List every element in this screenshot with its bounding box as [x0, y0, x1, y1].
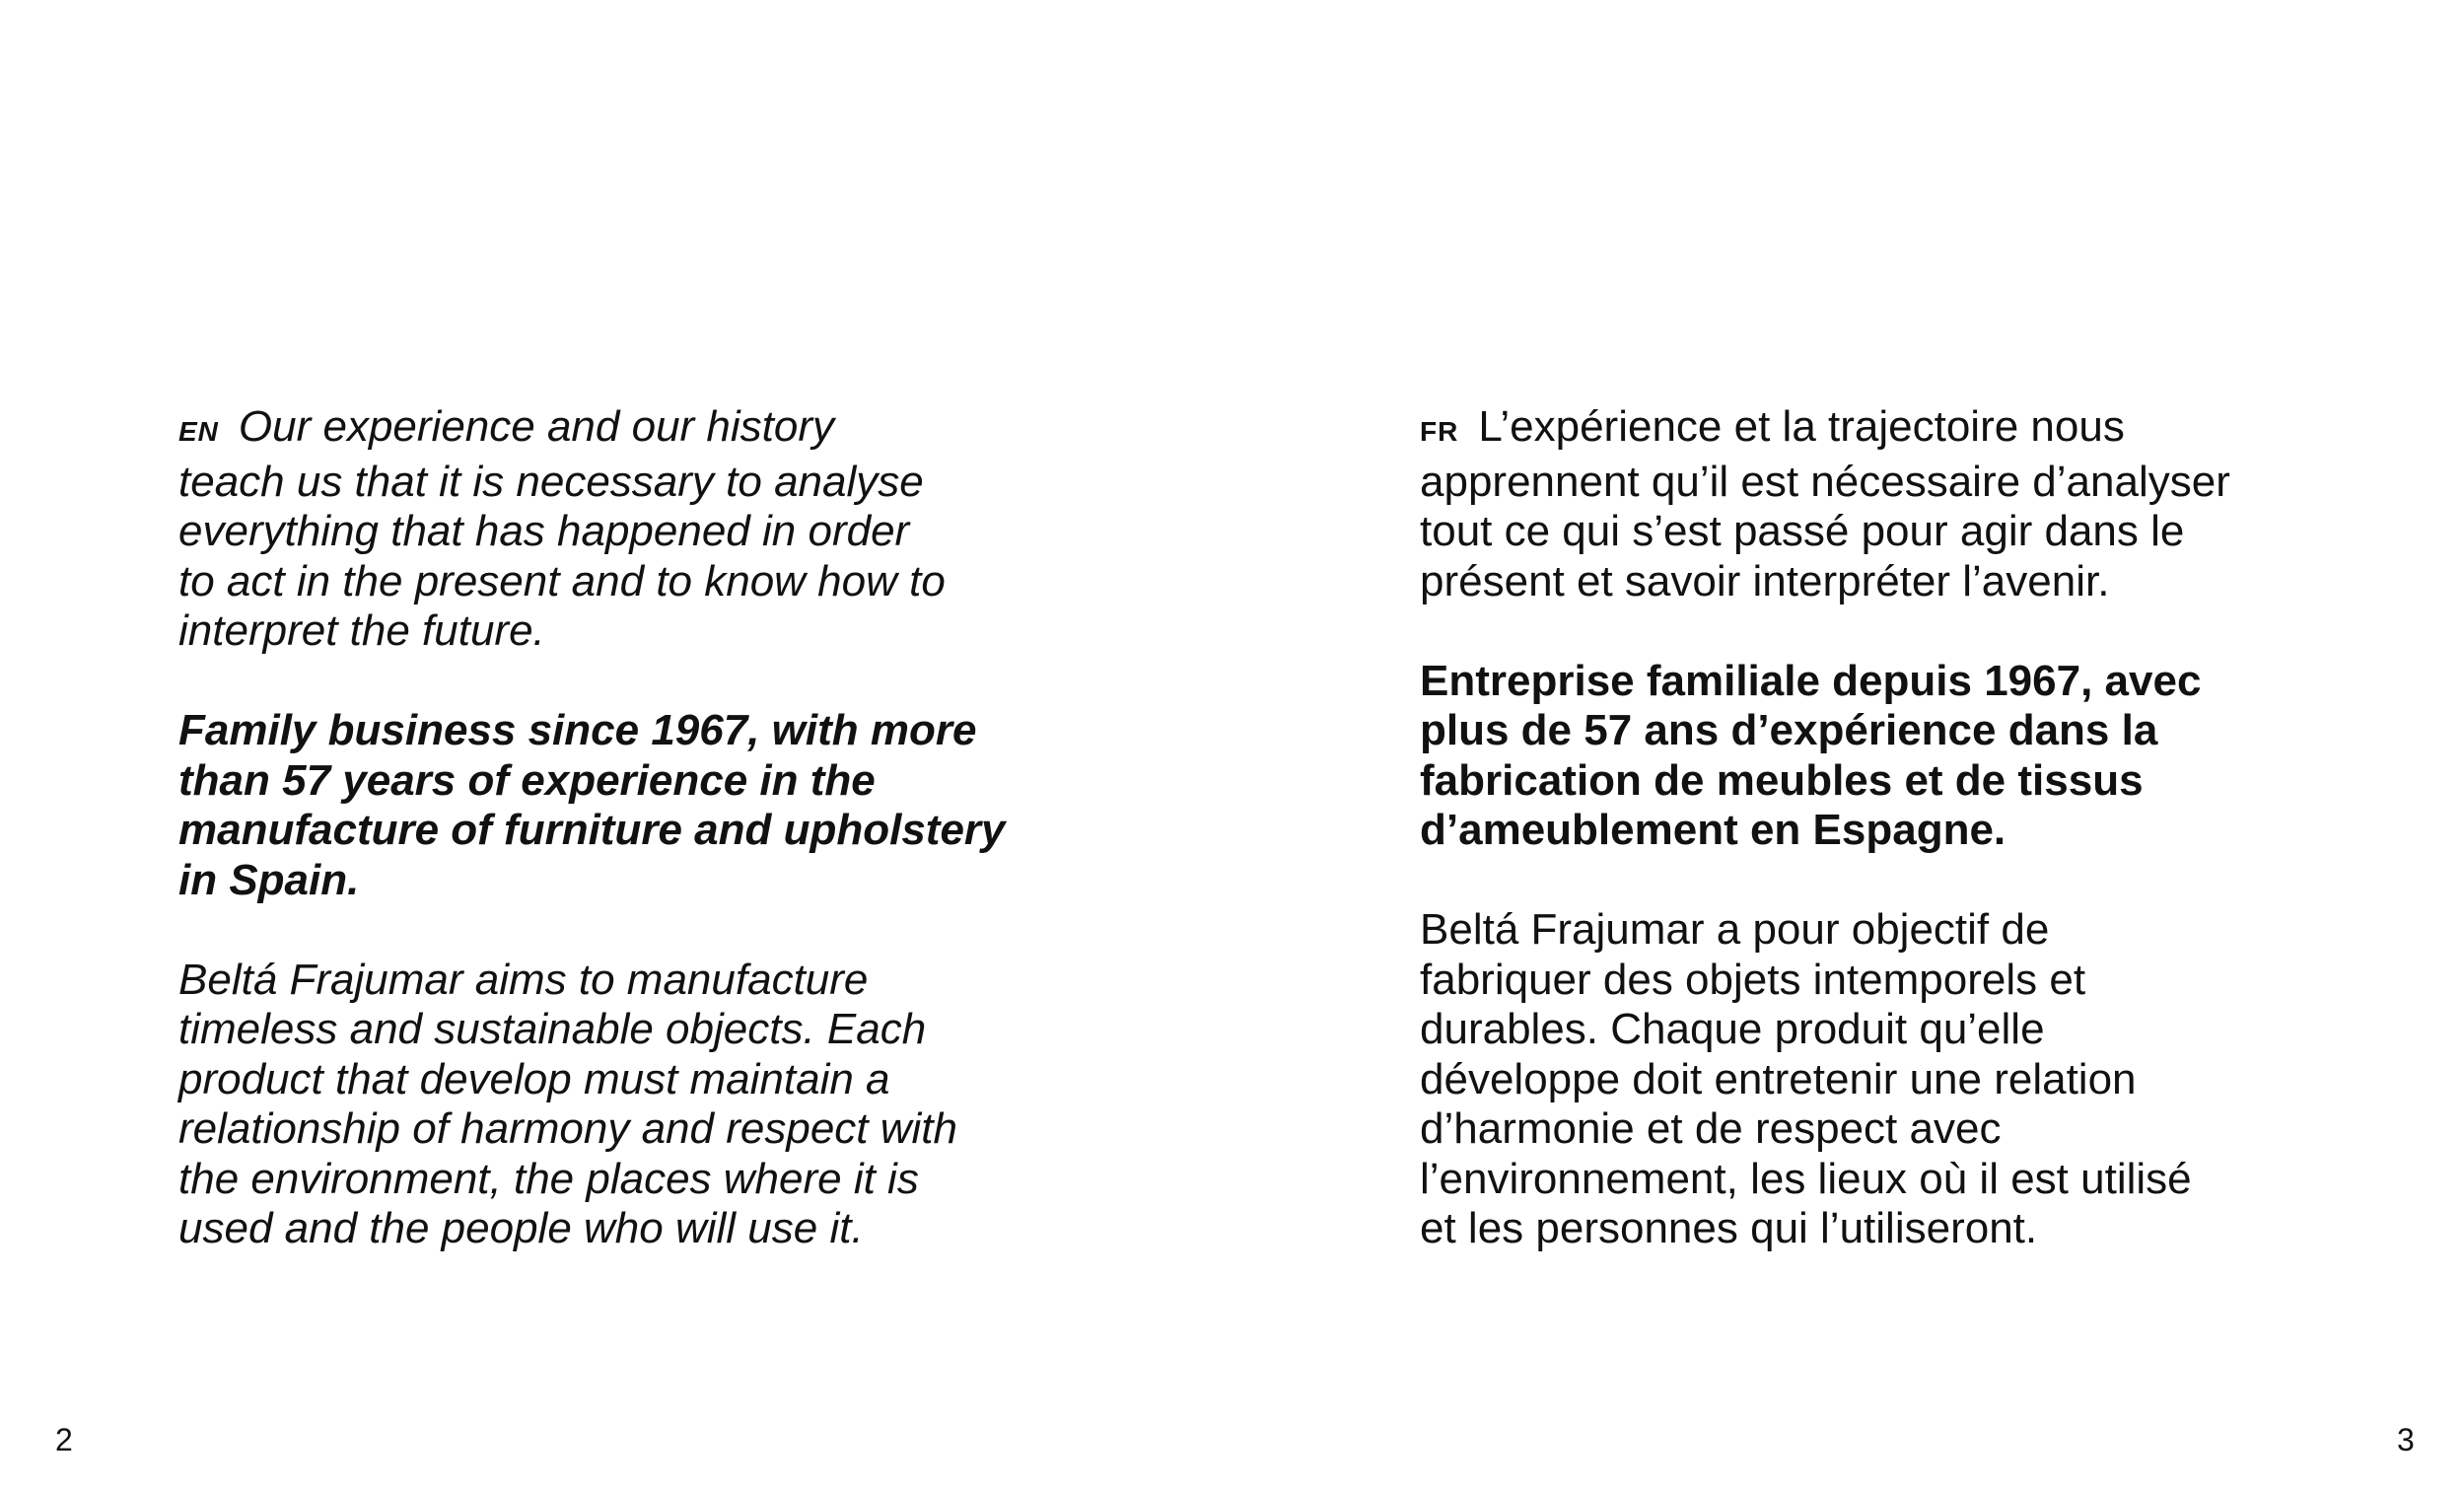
english-intro-text: Our experience and our history teach us that it is necessary to analyse everything that has happened in order to act in the present and to know how to interpret the future.	[178, 402, 946, 655]
french-highlight-paragraph: Entreprise familiale depuis 1967, avec plus de 57 ans d’expérience dans la fabrication de meubles et de tissus d’ameublement en Espagne.	[1420, 656, 2202, 854]
english-language-tag: EN	[178, 416, 219, 447]
english-text-column	[178, 402, 1086, 1304]
english-intro-paragraph	[178, 402, 1086, 657]
french-intro-text: L’expérience et la trajectoire nous apprennent qu’il est nécessaire d’analyser tout ce qui s’est passé pour agir dans le présent et savoir interpréter l’avenir.	[1420, 402, 2230, 605]
french-mission-paragraph: Beltá Frajumar a pour objectif de fabriquer des objets intemporels et durables. Chaque produit qu’elle développe doit entretenir une relation d’harmonie et de respect avec l’environnement, les lieux où il est utilisé et les personnes qui l’utiliseront.	[1420, 905, 2192, 1252]
french-language-tag: FR	[1420, 416, 1459, 447]
french-intro-paragraph	[1420, 402, 2327, 606]
french-text-column	[1420, 402, 2327, 1304]
left-page-number: 2	[55, 1422, 73, 1457]
english-mission-paragraph: Beltá Frajumar aims to manufacture timeless and sustainable objects. Each product that develop must maintain a relationship of harmony and respect with the environment, the places where it is used and the people who will use it.	[178, 955, 957, 1252]
english-highlight-paragraph: Family business since 1967, with more than 57 years of experience in the manufacture of furniture and upholstery in Spain.	[178, 706, 1006, 904]
right-page-number: 3	[2397, 1422, 2415, 1457]
